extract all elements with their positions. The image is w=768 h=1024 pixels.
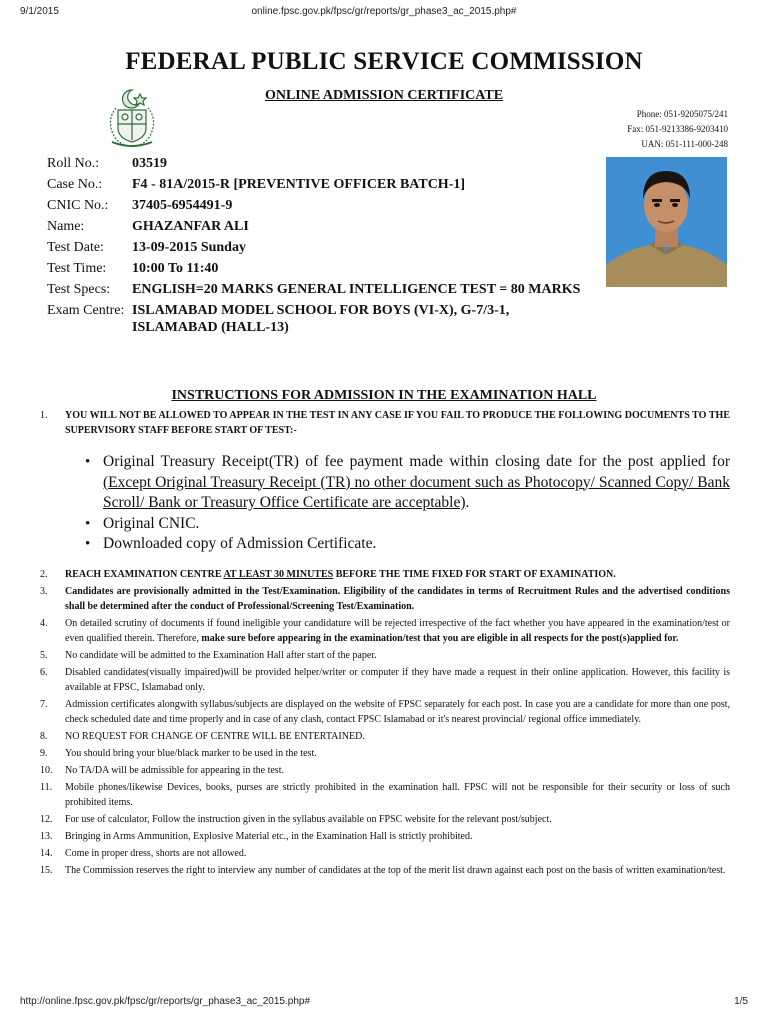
instruction-item: 13. Bringing in Arms Ammunition, Explosive Material etc., in the Examination Hall is strictly prohibited. — [40, 830, 473, 842]
instruction-item: 4. On detailed scrutiny of documents if found ineligible your candidature will be rejected irrespective of the fact whether you have appeared in the examination/test or even qualified therein. Therefore, make sure before appearing in the examination/test that you are eligible in all respects for the post(s)applied for. — [40, 617, 730, 644]
fax-number: Fax: 051-9213386-9203410 — [627, 124, 728, 134]
instruction-item: 9. You should bring your blue/black marker to be used in the test. — [40, 747, 317, 759]
browser-print-footer — [20, 996, 748, 1010]
instructions-list — [40, 408, 730, 880]
list-item: • Downloaded copy of Admission Certificate. — [85, 535, 377, 552]
list-item: • Original CNIC. — [85, 514, 200, 532]
test-date-row: Test Date: 13-09-2015 Sunday — [47, 239, 592, 256]
instruction-item: 15. The Commission reserves the right to interview any number of candidates at the top of the merit list drawn against each post on the basis of written examination/test. — [40, 864, 726, 876]
certificate-title: ONLINE ADMISSION CERTIFICATE — [264, 88, 504, 103]
test-specs-row: Test Specs: ENGLISH=20 MARKS GENERAL INTELLIGENCE TEST = 80 MARKS — [47, 281, 592, 298]
instructions-title: INSTRUCTIONS FOR ADMISSION IN THE EXAMINATION HALL — [171, 388, 597, 403]
instruction-item: 1. YOU WILL NOT BE ALLOWED TO APPEAR IN THE TEST IN ANY CASE IF YOU FAIL TO PRODUCE THE FOLLOWING DOCUMENTS TO THE SUPERVISORY STAFF BEFORE START OF TEST:- — [40, 410, 730, 436]
cnic-value: 37405-6954491-9 — [132, 198, 233, 213]
uan-number: UAN: 051-111-000-248 — [641, 139, 728, 149]
case-no-value: F4 - 81A/2015-R [PREVENTIVE OFFICER BATCH-1] — [132, 177, 466, 192]
roll-no-row: Roll No.: 03519 — [47, 155, 592, 172]
browser-print-header — [20, 6, 748, 20]
instruction-item: 7. Admission certificates alongwith syllabus/subjects are displayed on the website of FPSC separately for each post. In case you are a candidate for more than one post, check scheduled date and time properly and in case of any clash, contact FPSC Islamabad or it's nearest provincial/ regional office immediately. — [40, 698, 730, 725]
instruction-item: 12. For use of calculator, Follow the instruction given in the syllabus available on FPSC website for the relevant post/subject. — [40, 813, 552, 825]
print-date: 9/1/2015 — [20, 6, 59, 17]
print-url-title: online.fpsc.gov.pk/fpsc/gr/reports/gr_phase3_ac_2015.php# — [251, 6, 517, 17]
page-number: 1/5 — [734, 996, 748, 1007]
contact-info — [627, 107, 728, 152]
exam-centre-value: ISLAMABAD MODEL SCHOOL FOR BOYS (VI-X), G-7/3-1, ISLAMABAD (HALL-13) — [132, 303, 510, 335]
state-emblem-icon — [100, 86, 164, 150]
list-item: • Original Treasury Receipt(TR) of fee payment made within closing date for the post applied for (Except Original Treasury Receipt (TR) no other document such as Photocopy/ Scanned Copy/ Bank Scroll/ Bank or Treasury Office Certificate are acceptable). — [85, 453, 730, 511]
test-specs-value: ENGLISH=20 MARKS GENERAL INTELLIGENCE TEST = 80 MARKS — [132, 282, 581, 297]
roll-no-value: 03519 — [132, 156, 167, 171]
test-date-value: 13-09-2015 Sunday — [132, 240, 246, 255]
instruction-item: 8. NO REQUEST FOR CHANGE OF CENTRE WILL BE ENTERTAINED. — [40, 730, 365, 742]
instruction-item: 5. No candidate will be admitted to the Examination Hall after start of the paper. — [40, 649, 377, 661]
exam-centre-row: Exam Centre: ISLAMABAD MODEL SCHOOL FOR BOYS (VI-X), G-7/3-1, ISLAMABAD (HALL-13) — [47, 302, 592, 336]
instruction-item: 2. REACH EXAMINATION CENTRE AT LEAST 30 MINUTES BEFORE THE TIME FIXED FOR START OF EXAMINATION. — [40, 568, 616, 580]
test-time-row: Test Time: 10:00 To 11:40 — [47, 260, 592, 277]
instruction-item: 11. Mobile phones/likewise Devices, books, purses are strictly prohibited in the examination hall. FPSC will not be responsible for their security or loss of such prohibited items. — [40, 781, 730, 808]
instruction-item: 3. Candidates are provisionally admitted in the Test/Examination. Eligibility of the candidates in terms of Recruitment Rules and the advertised conditions shall be determined after the conduct of Professional/Screening Test/Examination. — [40, 585, 730, 612]
phone-number: Phone: 051-9205075/241 — [636, 109, 728, 119]
test-time-value: 10:00 To 11:40 — [132, 261, 219, 276]
required-documents-list — [85, 452, 730, 555]
name-value: GHAZANFAR ALI — [132, 219, 249, 234]
org-title: FEDERAL PUBLIC SERVICE COMMISSION — [125, 48, 643, 75]
case-no-row: Case No.: F4 - 81A/2015-R [PREVENTIVE OFFICER BATCH-1] — [47, 176, 592, 193]
candidate-photo — [606, 157, 727, 287]
instruction-item: 10. No TA/DA will be admissible for appearing in the test. — [40, 764, 284, 776]
instruction-item: 14. Come in proper dress, shorts are not allowed. — [40, 847, 247, 859]
instruction-item: 6. Disabled candidates(visually impaired)will be provided helper/writer or computer if they have made a request in their online application. However, this facility is available at FPSC, Islamabad only. — [40, 666, 730, 693]
candidate-info — [47, 155, 592, 340]
cnic-row: CNIC No.: 37405-6954491-9 — [47, 197, 592, 214]
name-row: Name: GHAZANFAR ALI — [47, 218, 592, 235]
footer-url: http://online.fpsc.gov.pk/fpsc/gr/reports/gr_phase3_ac_2015.php# — [20, 996, 311, 1007]
